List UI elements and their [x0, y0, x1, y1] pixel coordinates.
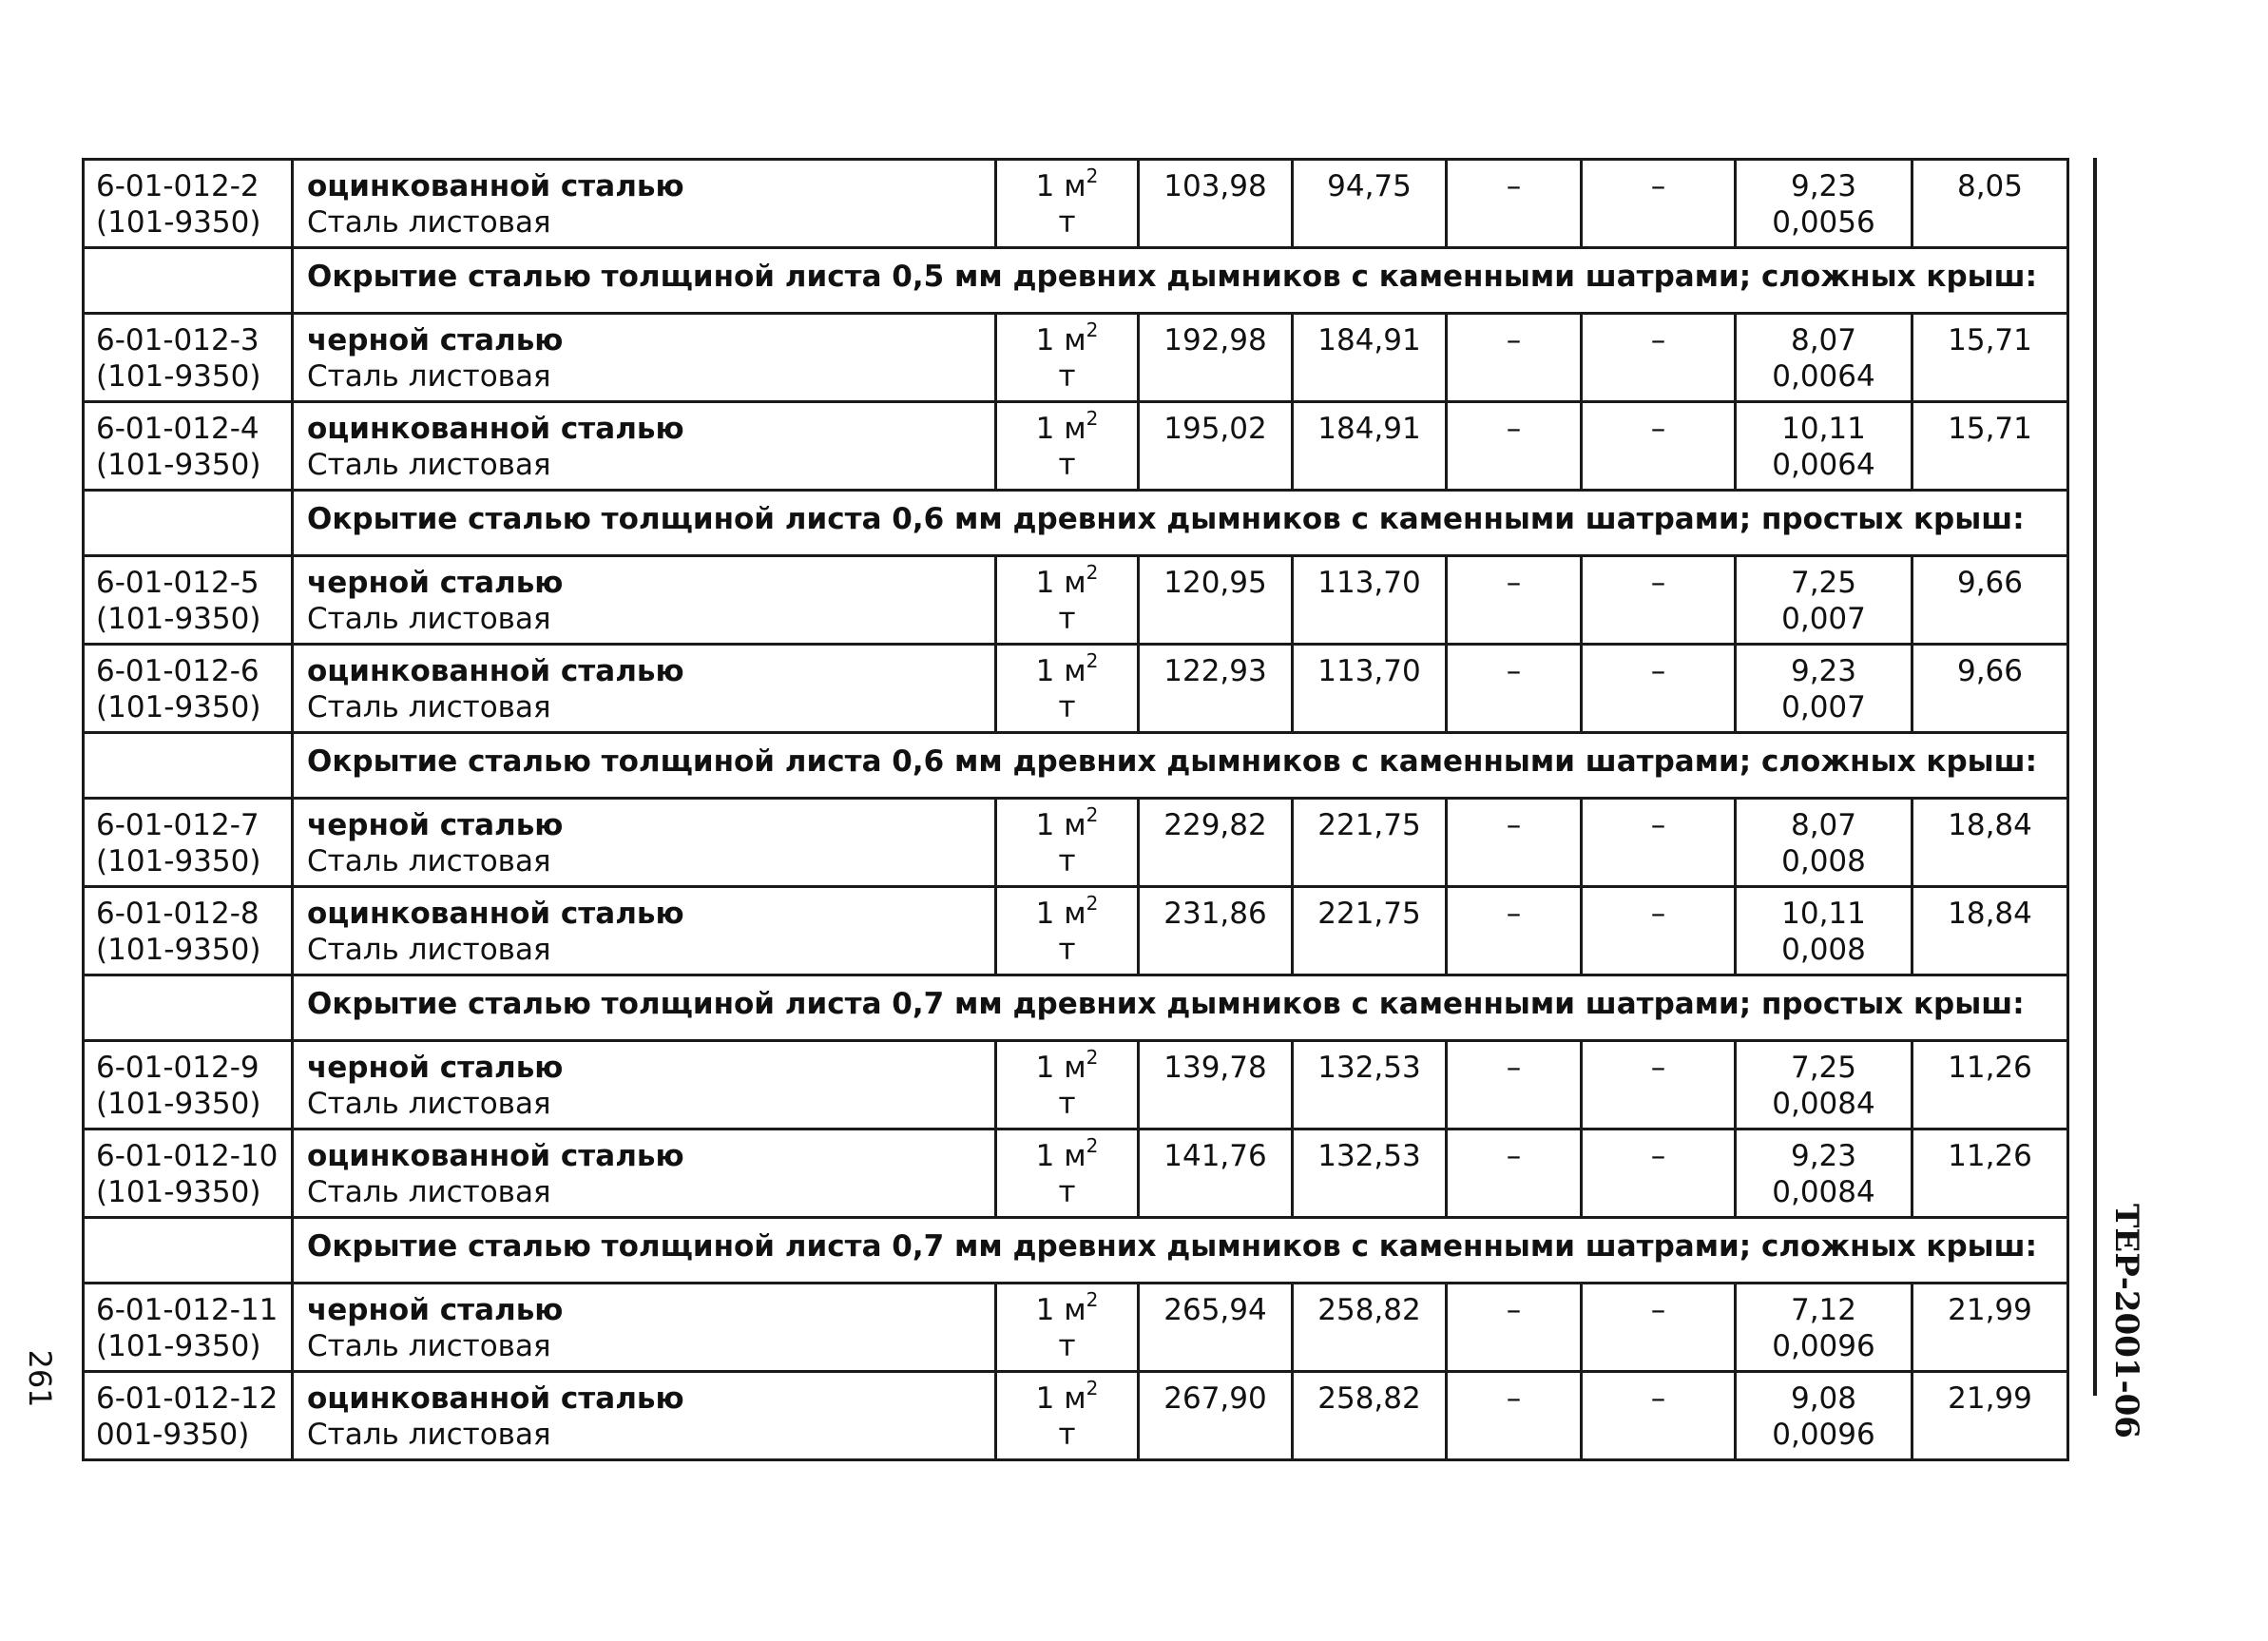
- materials-cost: 9,23: [1790, 169, 1857, 203]
- materials-cell: [1736, 1372, 1912, 1460]
- materials-cell: [1736, 1129, 1912, 1218]
- machinist-wage-cell: –: [1582, 645, 1736, 733]
- unit-power: 2: [1086, 561, 1099, 584]
- material-consumption: 0,0084: [1772, 1087, 1875, 1121]
- machine-cost-cell: –: [1447, 1041, 1582, 1129]
- machinist-wage-cell: –: [1582, 1129, 1736, 1218]
- work-name-cell: [293, 314, 996, 402]
- labor-hours-cell: 9,66: [1912, 556, 2068, 645]
- work-name: оцинкованной сталью: [307, 897, 684, 931]
- labor-hours-cell: 21,99: [1912, 1284, 2068, 1372]
- machine-cost-cell: –: [1447, 556, 1582, 645]
- materials-cell: [1736, 556, 1912, 645]
- materials-cell: [1736, 799, 1912, 887]
- rate-code-cell: [84, 1129, 293, 1218]
- unit-cell: [996, 314, 1139, 402]
- work-name: черной сталью: [307, 1293, 564, 1327]
- material-name: Сталь листовая: [307, 1175, 551, 1209]
- labor-hours-cell: 15,71: [1912, 314, 2068, 402]
- total-cost-cell: 195,02: [1139, 402, 1293, 491]
- unit-power: 2: [1086, 1377, 1099, 1400]
- material-consumption: 0,0096: [1772, 1329, 1875, 1363]
- rate-code-cell: [84, 887, 293, 975]
- resource-code: (101-9350): [96, 359, 261, 394]
- materials-cell: [1736, 314, 1912, 402]
- table-row: [84, 1372, 2068, 1460]
- rate-code-cell: [84, 645, 293, 733]
- materials-cost: 10,11: [1781, 897, 1866, 931]
- labor-cost-cell: 258,82: [1293, 1372, 1447, 1460]
- material-consumption: 0,0084: [1772, 1175, 1875, 1209]
- section-header-row: [84, 248, 2068, 314]
- page-number: 261: [22, 1349, 58, 1408]
- work-name: оцинкованной сталью: [307, 412, 684, 446]
- labor-hours-cell: 21,99: [1912, 1372, 2068, 1460]
- table-row: [84, 314, 2068, 402]
- machinist-wage-cell: –: [1582, 887, 1736, 975]
- table-row: [84, 160, 2068, 248]
- right-margin-rule: [2093, 158, 2097, 1396]
- work-name-cell: [293, 799, 996, 887]
- machinist-wage-cell: –: [1582, 160, 1736, 248]
- unit-main: [1007, 892, 1127, 932]
- labor-hours-cell: 15,71: [1912, 402, 2068, 491]
- machinist-wage-cell: –: [1582, 799, 1736, 887]
- material-consumption: 0,008: [1781, 933, 1866, 967]
- rate-code: 6-01-012-6: [96, 654, 259, 688]
- materials-cost: 8,07: [1790, 808, 1857, 842]
- materials-cell: [1736, 1284, 1912, 1372]
- unit-main: [1007, 561, 1127, 601]
- work-name-cell: [293, 1284, 996, 1372]
- unit-main: [1007, 164, 1127, 204]
- total-cost-cell: 229,82: [1139, 799, 1293, 887]
- total-cost-cell: 103,98: [1139, 160, 1293, 248]
- material-name: Сталь листовая: [307, 1087, 551, 1121]
- materials-cost: 9,23: [1790, 654, 1857, 688]
- labor-hours-cell: 18,84: [1912, 799, 2068, 887]
- machinist-wage-cell: –: [1582, 402, 1736, 491]
- unit-material: т: [1058, 1418, 1076, 1452]
- resource-code: (101-9350): [96, 844, 261, 878]
- material-consumption: 0,008: [1781, 844, 1866, 878]
- machine-cost-cell: –: [1447, 887, 1582, 975]
- unit-text: 1 м: [1035, 1139, 1086, 1173]
- unit-power: 2: [1086, 1046, 1099, 1069]
- labor-cost-cell: 113,70: [1293, 556, 1447, 645]
- unit-material: т: [1058, 205, 1076, 240]
- unit-text: 1 м: [1035, 897, 1086, 931]
- material-consumption: 0,0064: [1772, 359, 1875, 394]
- materials-cell: [1736, 887, 1912, 975]
- unit-power: 2: [1086, 319, 1099, 341]
- total-cost-cell: 265,94: [1139, 1284, 1293, 1372]
- material-name: Сталь листовая: [307, 359, 551, 394]
- unit-material: т: [1058, 1329, 1076, 1363]
- document-code: ТЕР-2001-06: [2107, 1204, 2145, 1438]
- work-name: черной сталью: [307, 808, 564, 842]
- section-header-row: [84, 1218, 2068, 1284]
- unit-text: 1 м: [1035, 169, 1086, 203]
- total-cost-cell: 122,93: [1139, 645, 1293, 733]
- section-header-row: [84, 733, 2068, 799]
- unit-cell: [996, 402, 1139, 491]
- machine-cost-cell: –: [1447, 799, 1582, 887]
- materials-cost: 10,11: [1781, 412, 1866, 446]
- work-name: оцинкованной сталью: [307, 654, 684, 688]
- work-name: оцинкованной сталью: [307, 1381, 684, 1416]
- unit-cell: [996, 1041, 1139, 1129]
- rate-code: 6-01-012-9: [96, 1051, 259, 1085]
- table-row: [84, 887, 2068, 975]
- resource-code: (101-9350): [96, 1329, 261, 1363]
- resource-code: (101-9350): [96, 1175, 261, 1209]
- rate-code-cell: [84, 1041, 293, 1129]
- materials-cost: 8,07: [1790, 323, 1857, 357]
- unit-text: 1 м: [1035, 808, 1086, 842]
- unit-material: т: [1058, 690, 1076, 724]
- unit-power: 2: [1086, 803, 1099, 826]
- rates-table: [82, 158, 2069, 1461]
- work-name-cell: [293, 1041, 996, 1129]
- labor-hours-cell: 9,66: [1912, 645, 2068, 733]
- labor-cost-cell: 258,82: [1293, 1284, 1447, 1372]
- machinist-wage-cell: –: [1582, 1372, 1736, 1460]
- machine-cost-cell: –: [1447, 1129, 1582, 1218]
- rate-code: 6-01-012-3: [96, 323, 259, 357]
- empty-code-cell: [84, 248, 293, 314]
- materials-cell: [1736, 402, 1912, 491]
- unit-power: 2: [1086, 164, 1099, 187]
- unit-main: [1007, 407, 1127, 447]
- work-name: оцинкованной сталью: [307, 1139, 684, 1173]
- material-name: Сталь листовая: [307, 690, 551, 724]
- unit-main: [1007, 319, 1127, 358]
- unit-text: 1 м: [1035, 1293, 1086, 1327]
- unit-cell: [996, 1372, 1139, 1460]
- unit-cell: [996, 645, 1139, 733]
- labor-cost-cell: 132,53: [1293, 1041, 1447, 1129]
- material-name: Сталь листовая: [307, 933, 551, 967]
- material-name: Сталь листовая: [307, 844, 551, 878]
- labor-cost-cell: 94,75: [1293, 160, 1447, 248]
- labor-cost-cell: 113,70: [1293, 645, 1447, 733]
- materials-cost: 7,25: [1790, 1051, 1857, 1085]
- labor-cost-cell: 184,91: [1293, 402, 1447, 491]
- table-row: [84, 1041, 2068, 1129]
- unit-text: 1 м: [1035, 654, 1086, 688]
- machinist-wage-cell: –: [1582, 1041, 1736, 1129]
- unit-text: 1 м: [1035, 323, 1086, 357]
- unit-main: [1007, 1046, 1127, 1086]
- labor-hours-cell: 11,26: [1912, 1129, 2068, 1218]
- labor-hours-cell: 18,84: [1912, 887, 2068, 975]
- material-consumption: 0,0064: [1772, 448, 1875, 482]
- resource-code: 001-9350): [96, 1418, 250, 1452]
- total-cost-cell: 139,78: [1139, 1041, 1293, 1129]
- section-header-row: [84, 975, 2068, 1041]
- labor-cost-cell: 184,91: [1293, 314, 1447, 402]
- rate-code-cell: [84, 160, 293, 248]
- resource-code: (101-9350): [96, 1087, 261, 1121]
- rate-code-cell: [84, 556, 293, 645]
- material-name: Сталь листовая: [307, 448, 551, 482]
- work-name-cell: [293, 1129, 996, 1218]
- resource-code: (101-9350): [96, 602, 261, 636]
- rate-code-cell: [84, 402, 293, 491]
- unit-main: [1007, 1134, 1127, 1174]
- labor-hours-cell: 8,05: [1912, 160, 2068, 248]
- machine-cost-cell: –: [1447, 1284, 1582, 1372]
- work-name: черной сталью: [307, 566, 564, 600]
- unit-text: 1 м: [1035, 1051, 1086, 1085]
- materials-cost: 7,25: [1790, 566, 1857, 600]
- machine-cost-cell: –: [1447, 314, 1582, 402]
- total-cost-cell: 120,95: [1139, 556, 1293, 645]
- machine-cost-cell: –: [1447, 1372, 1582, 1460]
- machinist-wage-cell: –: [1582, 1284, 1736, 1372]
- materials-cost: 9,08: [1790, 1381, 1857, 1416]
- materials-cost: 9,23: [1790, 1139, 1857, 1173]
- rate-code: 6-01-012-2: [96, 169, 259, 203]
- labor-cost-cell: 132,53: [1293, 1129, 1447, 1218]
- rate-code: 6-01-012-11: [96, 1293, 279, 1327]
- rate-code-cell: [84, 1372, 293, 1460]
- total-cost-cell: 141,76: [1139, 1129, 1293, 1218]
- work-name-cell: [293, 887, 996, 975]
- rate-code-cell: [84, 799, 293, 887]
- unit-cell: [996, 887, 1139, 975]
- total-cost-cell: 267,90: [1139, 1372, 1293, 1460]
- unit-cell: [996, 1129, 1139, 1218]
- work-name: черной сталью: [307, 1051, 564, 1085]
- table-row: [84, 402, 2068, 491]
- unit-material: т: [1058, 844, 1076, 878]
- labor-cost-cell: 221,75: [1293, 887, 1447, 975]
- section-header-text: Окрытие сталью толщиной листа 0,6 мм древних дымников с каменными шатрами; сложных крыш:: [293, 733, 2068, 799]
- section-header-row: [84, 491, 2068, 556]
- unit-material: т: [1058, 602, 1076, 636]
- resource-code: (101-9350): [96, 933, 261, 967]
- unit-main: [1007, 1377, 1127, 1417]
- rate-code: 6-01-012-4: [96, 412, 259, 446]
- unit-main: [1007, 803, 1127, 843]
- table-row: [84, 1284, 2068, 1372]
- rates-table-body: [84, 160, 2068, 1460]
- unit-power: 2: [1086, 407, 1099, 430]
- section-header-text: Окрытие сталью толщиной листа 0,6 мм древних дымников с каменными шатрами; простых крыш:: [293, 491, 2068, 556]
- empty-code-cell: [84, 975, 293, 1041]
- unit-cell: [996, 556, 1139, 645]
- materials-cost: 7,12: [1790, 1293, 1857, 1327]
- unit-material: т: [1058, 933, 1076, 967]
- materials-cell: [1736, 645, 1912, 733]
- unit-text: 1 м: [1035, 412, 1086, 446]
- total-cost-cell: 192,98: [1139, 314, 1293, 402]
- work-name: черной сталью: [307, 323, 564, 357]
- materials-cell: [1736, 160, 1912, 248]
- resource-code: (101-9350): [96, 690, 261, 724]
- empty-code-cell: [84, 733, 293, 799]
- unit-text: 1 м: [1035, 1381, 1086, 1416]
- resource-code: (101-9350): [96, 205, 261, 240]
- unit-cell: [996, 1284, 1139, 1372]
- work-name-cell: [293, 402, 996, 491]
- rate-code-cell: [84, 1284, 293, 1372]
- material-consumption: 0,0096: [1772, 1418, 1875, 1452]
- work-name-cell: [293, 160, 996, 248]
- rate-code-cell: [84, 314, 293, 402]
- empty-code-cell: [84, 1218, 293, 1284]
- labor-hours-cell: 11,26: [1912, 1041, 2068, 1129]
- rate-code: 6-01-012-12: [96, 1381, 279, 1416]
- total-cost-cell: 231,86: [1139, 887, 1293, 975]
- material-consumption: 0,007: [1781, 690, 1866, 724]
- labor-cost-cell: 221,75: [1293, 799, 1447, 887]
- unit-main: [1007, 1288, 1127, 1328]
- machinist-wage-cell: –: [1582, 556, 1736, 645]
- table-row: [84, 556, 2068, 645]
- unit-cell: [996, 160, 1139, 248]
- work-name-cell: [293, 645, 996, 733]
- machine-cost-cell: –: [1447, 402, 1582, 491]
- section-header-text: Окрытие сталью толщиной листа 0,7 мм древних дымников с каменными шатрами; сложных крыш:: [293, 1218, 2068, 1284]
- rate-code: 6-01-012-10: [96, 1139, 279, 1173]
- unit-material: т: [1058, 1175, 1076, 1209]
- table-row: [84, 645, 2068, 733]
- material-name: Сталь листовая: [307, 1329, 551, 1363]
- work-name-cell: [293, 556, 996, 645]
- rate-code: 6-01-012-8: [96, 897, 259, 931]
- unit-power: 2: [1086, 1134, 1099, 1157]
- material-name: Сталь листовая: [307, 205, 551, 240]
- unit-power: 2: [1086, 892, 1099, 915]
- material-name: Сталь листовая: [307, 1418, 551, 1452]
- work-name-cell: [293, 1372, 996, 1460]
- empty-code-cell: [84, 491, 293, 556]
- section-header-text: Окрытие сталью толщиной листа 0,7 мм древних дымников с каменными шатрами; простых крыш:: [293, 975, 2068, 1041]
- material-name: Сталь листовая: [307, 602, 551, 636]
- unit-material: т: [1058, 448, 1076, 482]
- machinist-wage-cell: –: [1582, 314, 1736, 402]
- resource-code: (101-9350): [96, 448, 261, 482]
- unit-main: [1007, 649, 1127, 689]
- machine-cost-cell: –: [1447, 645, 1582, 733]
- work-name: оцинкованной сталью: [307, 169, 684, 203]
- unit-power: 2: [1086, 649, 1099, 672]
- table-row: [84, 799, 2068, 887]
- machine-cost-cell: –: [1447, 160, 1582, 248]
- material-consumption: 0,0056: [1772, 205, 1875, 240]
- unit-material: т: [1058, 1087, 1076, 1121]
- unit-text: 1 м: [1035, 566, 1086, 600]
- unit-power: 2: [1086, 1288, 1099, 1311]
- material-consumption: 0,007: [1781, 602, 1866, 636]
- unit-cell: [996, 799, 1139, 887]
- section-header-text: Окрытие сталью толщиной листа 0,5 мм древних дымников с каменными шатрами; сложных крыш:: [293, 248, 2068, 314]
- table-row: [84, 1129, 2068, 1218]
- materials-cell: [1736, 1041, 1912, 1129]
- unit-material: т: [1058, 359, 1076, 394]
- rate-code: 6-01-012-5: [96, 566, 259, 600]
- rate-code: 6-01-012-7: [96, 808, 259, 842]
